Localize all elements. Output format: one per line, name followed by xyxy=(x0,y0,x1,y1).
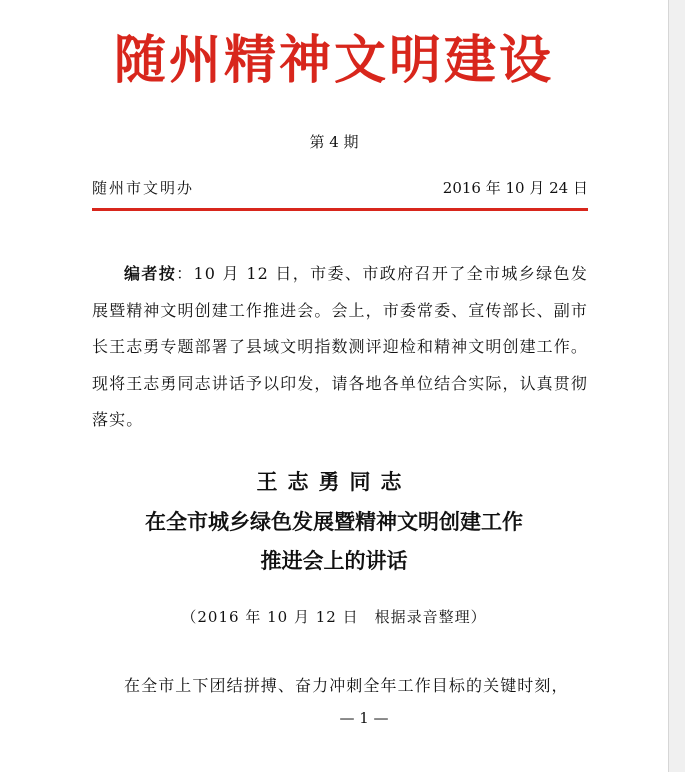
masthead-title: 随州精神文明建设 xyxy=(113,30,554,91)
issue-number: 第 4 期 xyxy=(309,133,359,151)
vertical-scrollbar[interactable] xyxy=(668,0,685,772)
issuing-office: 随州市文明办 xyxy=(92,179,195,197)
issue-date: 2016 年 10 月 24 日 xyxy=(442,179,588,197)
speaker-name: 王志勇同志 xyxy=(256,469,412,494)
editor-note-text: ：10 月 12 日，市委、市政府召开了全市城乡绿色发展暨精神文明创建工作推进会。会上，市委常委、宣传部长、副市长王志勇专题部署了县域文明指数测评迎检和精神文明创建工作。现将王志勇同志讲话予以印发，请各地各单位结合实际，认真贯彻落实。 xyxy=(92,264,588,429)
editor-note xyxy=(92,256,588,439)
speech-body-text: 在全市上下团结拼搏、奋力冲刺全年工作目标的关键时刻， xyxy=(124,676,569,695)
speech-date-note: （2016 年 10 月 12 日 根据录音整理） xyxy=(181,608,487,626)
editor-note-label: 编者按 xyxy=(124,264,177,283)
page-number: — 1 — xyxy=(339,709,389,727)
speech-title-line-1: 在全市城乡绿色发展暨精神文明创建工作 xyxy=(145,509,523,534)
speech-title-line-2: 推进会上的讲话 xyxy=(260,548,408,573)
red-divider xyxy=(92,208,588,211)
